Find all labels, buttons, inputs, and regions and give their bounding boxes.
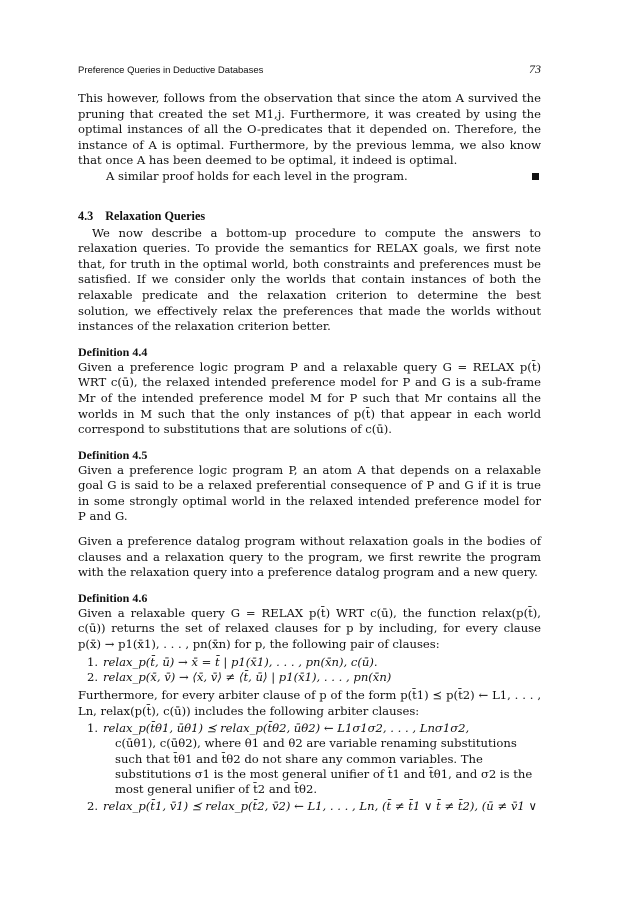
arbiter-text: relax_p(t̄1, v̄1) ⪯ relax_p(t̄2, v̄2) ← L1, . . . , Ln, (t̄ ≠ t̄1 ∨ t̄ ≠ t̄2), (ū ≠ v̄1 ∨ [103, 799, 537, 814]
definition-4-4-body: Given a preference logic program P and a relaxable query G = RELAX p(t̄) WRT c(ū), the relaxed intended preference model for P and G is a sub-frame Mr of the intended preference model M for P such that Mr contains all the worlds in M such that the only instances of p(t̄) that appear in each world correspond to substitutions that are solutions of c(ū). [78, 359, 541, 437]
definition-4-6-heading: Definition 4.6 [78, 590, 148, 605]
section-paragraph: We now describe a bottom-up procedure to compute the answers to relaxation queries. To provide the semantics for RELAX goals, we first note that, for truth in the optimal world, both constraints and preferences must be satisfied. If we consider only the worlds that contain instances of both the relaxable predicate and the relaxation criterion to determine the best solution, we effectively relax the preferences that made the worlds without instances of the relaxation criterion better. [78, 225, 541, 334]
definition-4-6-body: Given a relaxable query G = RELAX p(t̄) WRT c(ū), the function relax(p(t̄), c(ū)) returns the set of relaxed clauses for p by including, for every clause p(x̄) → p1(x̄1), . . . , pn(x̄n) for p, the following pair of clauses: [78, 605, 541, 652]
running-title: Preference Queries in Deductive Databases [78, 65, 264, 76]
intro-paragraph: This however, follows from the observation that since the atom A survived the pruning that created the set M1,j. Furthermore, it was created by using the optimal instances of all the O-predicates that it depended on. Therefore, the instance of A is optimal. Furthermore, by the previous lemma, we also know that once A has been deemed to be optimal, it indeed is optimal. [78, 91, 541, 168]
list-item [84, 670, 541, 685]
page-number: 73 [529, 62, 541, 76]
arbiter-clause-list [84, 721, 541, 814]
list-item [84, 799, 541, 814]
section-title: Relaxation Queries [105, 208, 206, 223]
section-heading [78, 209, 541, 224]
arbiter-number: 2. [86, 799, 98, 814]
definition-4-5-heading: Definition 4.5 [78, 447, 148, 462]
page [78, 62, 541, 814]
clause-number: 2. [86, 669, 98, 684]
proof-end-line [78, 169, 541, 185]
arbiter-text-block [103, 721, 541, 797]
running-head [78, 62, 541, 77]
section-number: 4.3 [78, 208, 94, 223]
qed-square-icon [532, 173, 539, 180]
arbiter-number: 1. [86, 721, 98, 736]
transition-paragraph: Given a preference datalog program without relaxation goals in the bodies of clauses and a relaxation query to the program, we first rewrite the program with the relaxation query into a preference datalog program and a new query. [78, 534, 541, 580]
proof-end-text: A similar proof holds for each level in the program. [106, 168, 408, 183]
list-item [84, 721, 541, 797]
arbiter-continuation: c(ūθ1), c(ūθ2), where θ1 and θ2 are variable renaming substitutions such that t̄θ1 and t̄θ2 do not share any common variables. The substitutions σ1 is the most general unifier of t̄1 and t̄θ1, and σ2 is the most general unifier of t̄2 and t̄θ2. [115, 736, 533, 797]
furthermore-paragraph: Furthermore, for every arbiter clause of p of the form p(t̄1) ⪯ p(t̄2) ← L1, . . . , Ln, relax(p(t̄), c(ū)) includes the following arbiter clauses: [78, 688, 541, 718]
clause-text: relax_p(x̄, v̄) → ⟨x̄, v̄⟩ ≠ ⟨t̄, ū⟩ | p1(x̄1), . . . , pn(x̄n) [103, 669, 392, 684]
clause-text: relax_p(t̄, ū) → x̄ = t̄ | p1(x̄1), . . . , pn(x̄n), c(ū). [103, 654, 378, 669]
definition-4-5-body: Given a preference logic program P, an atom A that depends on a relaxable goal G is said to be a relaxed preferential consequence of P and G if it is true in some strongly optimal world in the relaxed intended preference model for P and G. [78, 462, 541, 524]
list-item [84, 655, 541, 670]
relaxed-clause-list [84, 655, 541, 685]
arbiter-text: relax_p(t̄θ1, ūθ1) ⪯ relax_p(t̄θ2, ūθ2) ← L1σ1σ2, . . . , Lnσ1σ2, [103, 721, 470, 736]
clause-number: 1. [86, 654, 98, 669]
definition-4-4-heading: Definition 4.4 [78, 344, 148, 359]
